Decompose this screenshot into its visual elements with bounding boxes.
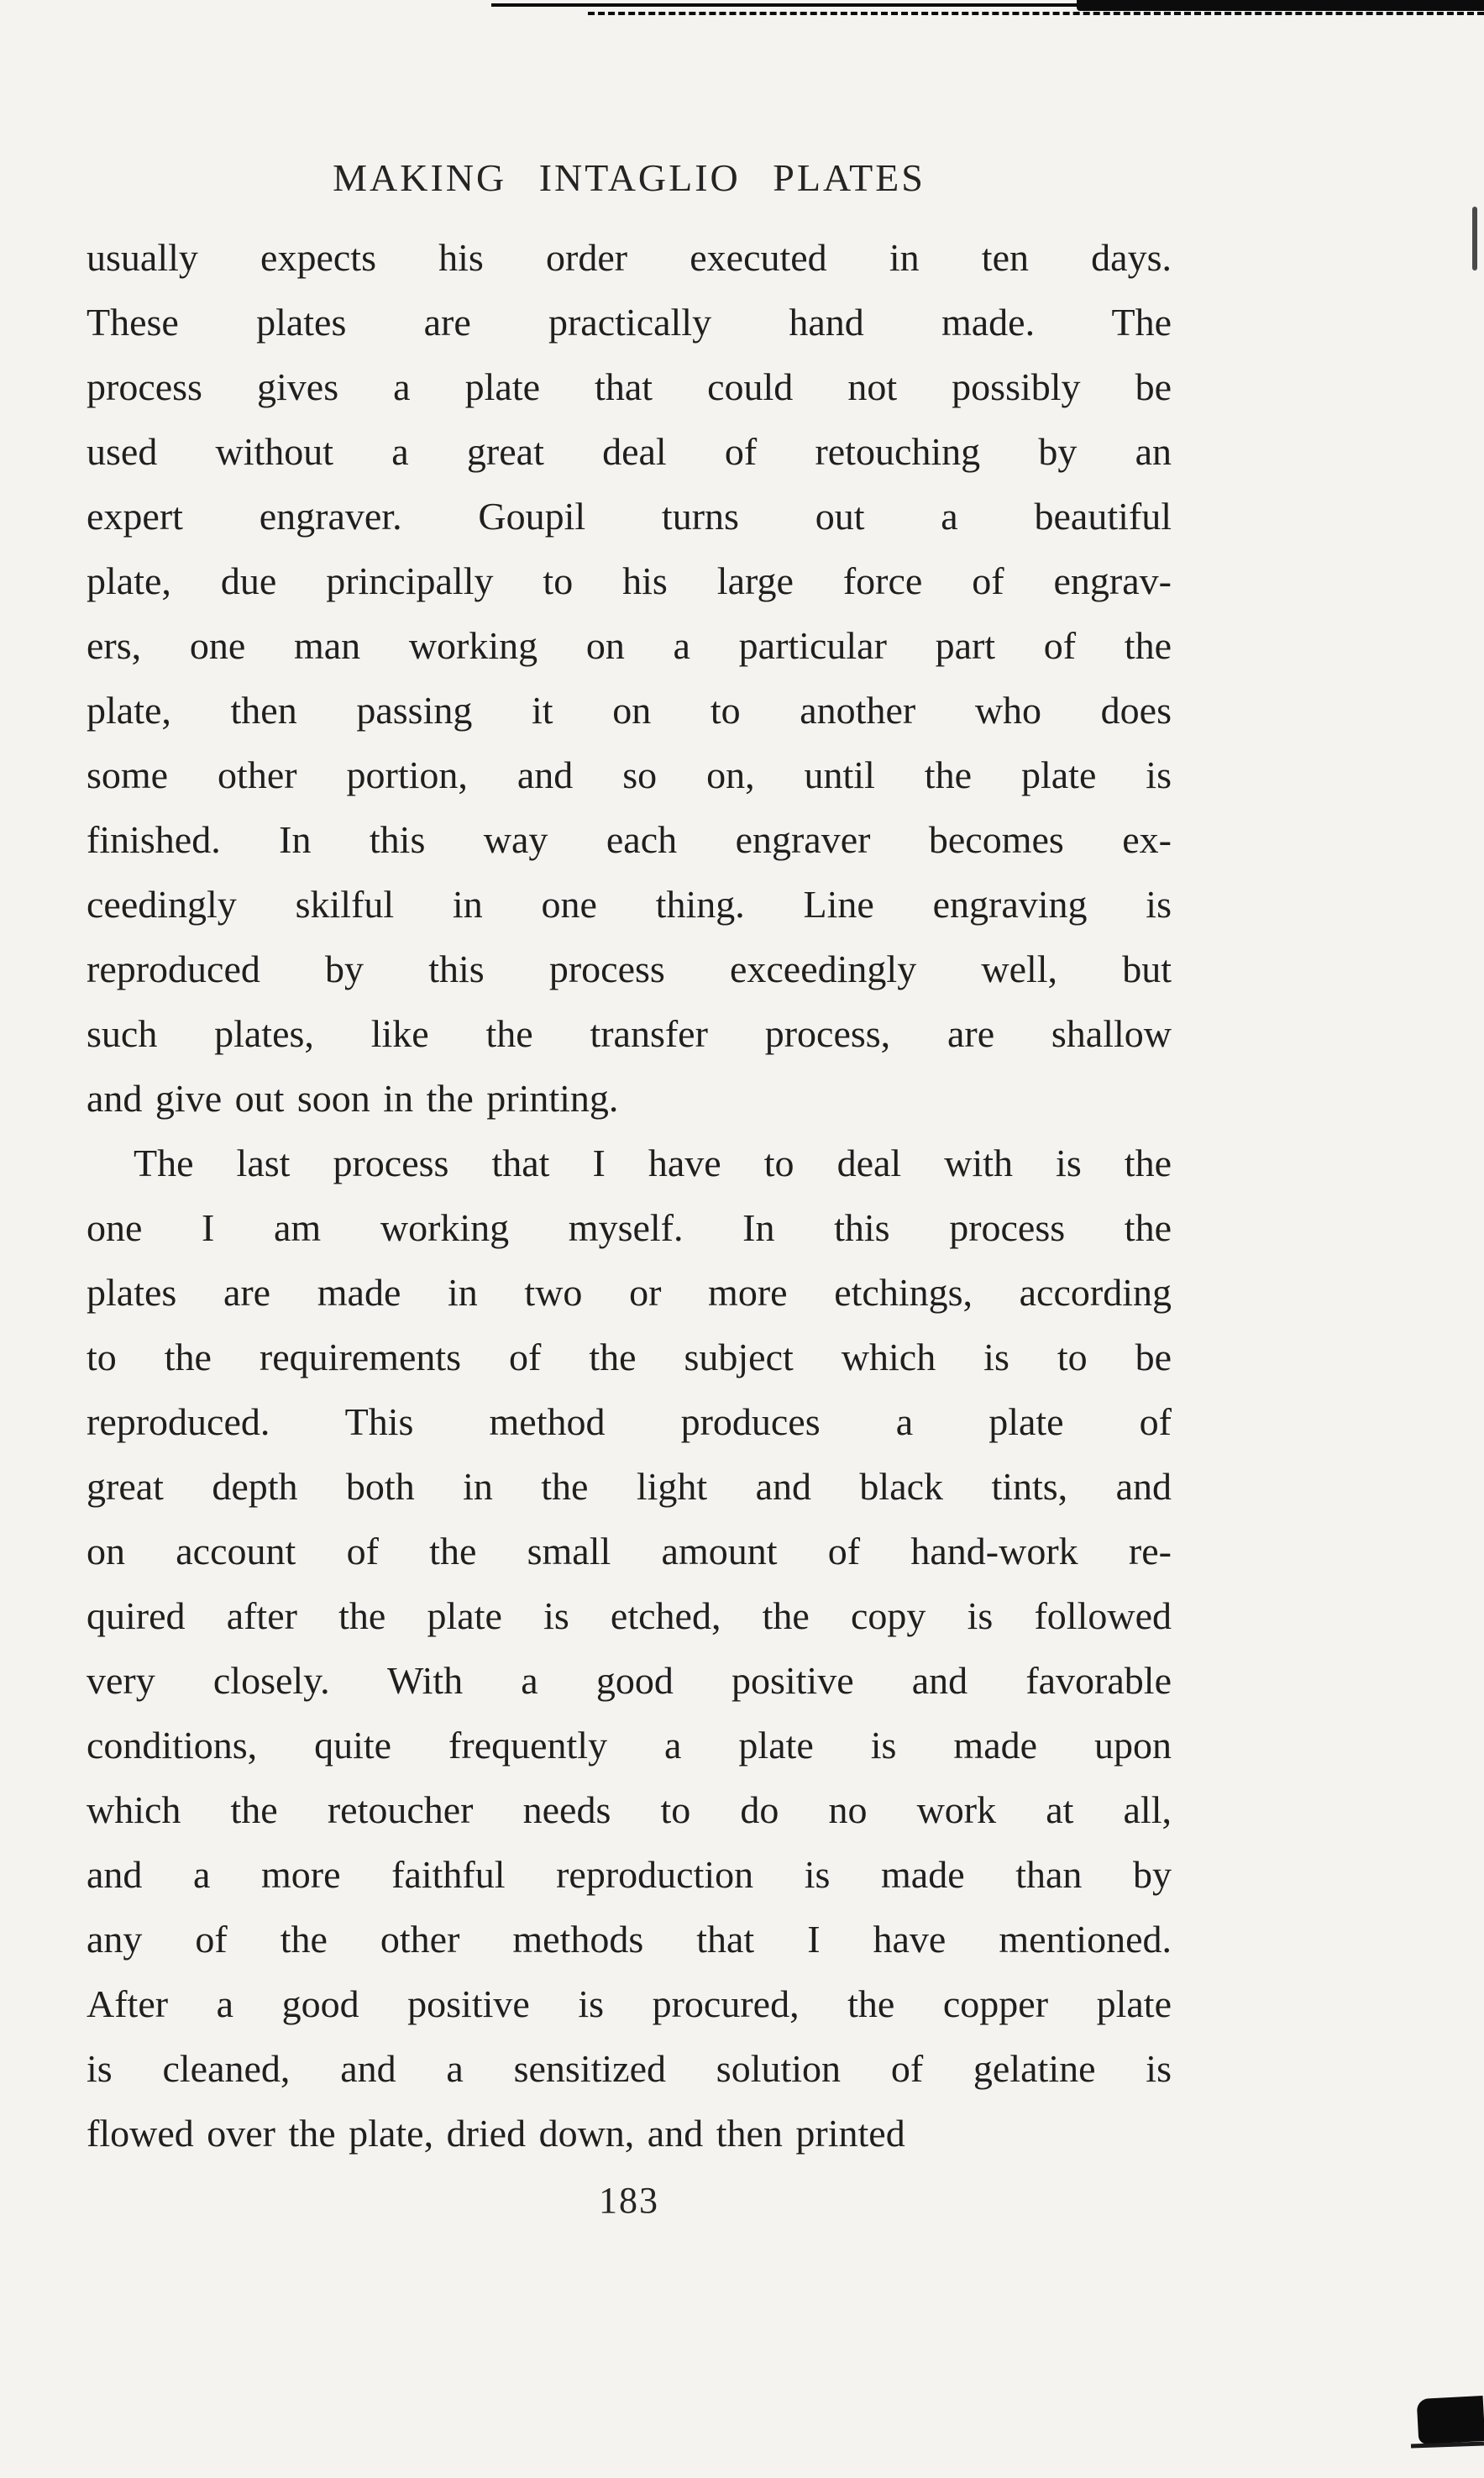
text-line: any of the other methods that I have mentioned. (87, 1918, 1172, 1961)
text-line: which the retoucher needs to do no work at all, (87, 1788, 1172, 1831)
text-line: The last process that I have to deal with is the (134, 1142, 1172, 1184)
text-line: on account of the small amount of hand-work re- (87, 1530, 1172, 1572)
page-number: 183 (599, 2180, 659, 2221)
paragraph (87, 1131, 1172, 2166)
text-line: usually expects his order executed in ten days. (87, 236, 1172, 279)
text-line: flowed over the plate, dried down, and then printed (87, 2112, 905, 2155)
page-body (87, 225, 1172, 2166)
text-line: After a good positive is procured, the copper plate (87, 1982, 1172, 2025)
text-line: finished. In this way each engraver becomes ex- (87, 818, 1172, 861)
text-line: conditions, quite frequently a plate is made upon (87, 1724, 1172, 1767)
text-line: plates are made in two or more etchings, according (87, 1271, 1172, 1314)
text-line: and give out soon in the printing. (87, 1077, 619, 1120)
text-line: quired after the plate is etched, the copy is followed (87, 1594, 1172, 1637)
text-block (87, 156, 1172, 2226)
text-line: used without a great deal of retouching by an (87, 430, 1172, 473)
scan-artifact-top-dashed-line (588, 12, 1484, 15)
text-line: some other portion, and so on, until the plate is (87, 753, 1172, 796)
text-line: expert engraver. Goupil turns out a beautiful (87, 495, 1172, 538)
text-line: reproduced. This method produces a plate of (87, 1400, 1172, 1443)
text-line: great depth both in the light and black tints, and (87, 1465, 1172, 1508)
text-line: to the requirements of the subject which is to be (87, 1336, 1172, 1378)
page-title: MAKING INTAGLIO PLATES (333, 156, 926, 199)
text-line: process gives a plate that could not possibly be (87, 365, 1172, 408)
paragraph (87, 225, 1172, 1131)
text-line: one I am working myself. In this process the (87, 1206, 1172, 1249)
text-line: ers, one man working on a particular part of the (87, 624, 1172, 667)
text-line: These plates are practically hand made. The (87, 301, 1172, 344)
text-line: very closely. With a good positive and favorable (87, 1659, 1172, 1702)
text-line: and a more faithful reproduction is made than by (87, 1853, 1172, 1896)
scan-artifact-right-edge-mark (1472, 207, 1477, 270)
text-line: plate, then passing it on to another who does (87, 689, 1172, 732)
text-line: ceedingly skilful in one thing. Line engraving is (87, 883, 1172, 926)
text-line: is cleaned, and a sensitized solution of gelatine is (87, 2047, 1172, 2090)
scan-artifact-bottom-right-blob (1417, 2396, 1484, 2444)
scan-artifact-top-bar (1077, 0, 1484, 11)
text-line: such plates, like the transfer process, are shallow (87, 1012, 1172, 1055)
text-line: reproduced by this process exceedingly well, but (87, 948, 1172, 990)
text-line: plate, due principally to his large force of engrav- (87, 559, 1172, 602)
